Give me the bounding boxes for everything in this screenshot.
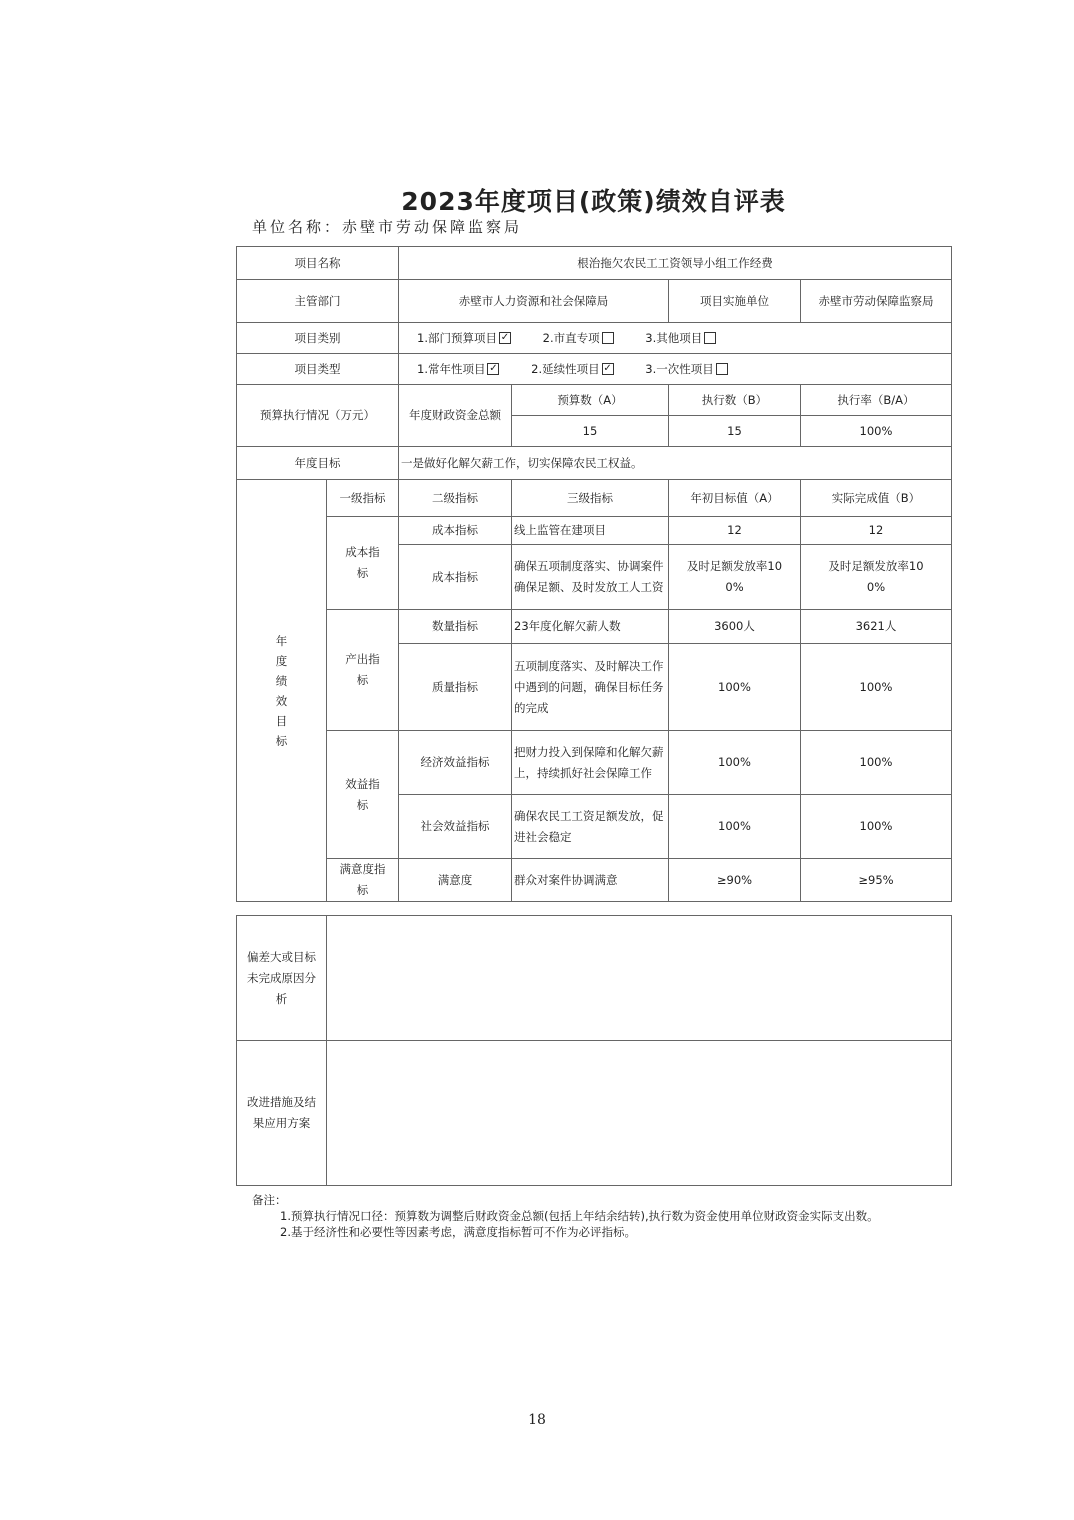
checkbox-icon — [602, 332, 614, 344]
section-label: 年度绩效目标 — [237, 480, 327, 902]
deviation-label: 偏差大或目标未完成原因分析 — [237, 916, 327, 1041]
indicator-level3: 线上监管在建项目 — [512, 517, 669, 545]
budget-label: 预算执行情况（万元） — [237, 385, 399, 447]
indicator-actual: 3621人 — [801, 610, 952, 644]
evaluation-table — [236, 246, 952, 902]
indicator-level2: 社会效益指标 — [399, 795, 512, 859]
project-name: 根治拖欠农民工工资领导小组工作经费 — [399, 247, 952, 280]
type-options — [399, 354, 952, 385]
page-title: 2023年度项目(政策)绩效自评表 — [401, 187, 786, 216]
indicator-level2: 数量指标 — [399, 610, 512, 644]
indicator-level3: 五项制度落实、及时解决工作中遇到的问题，确保目标任务的完成 — [512, 644, 669, 731]
satisfaction-level1: 满意度指标 — [327, 859, 399, 902]
indicator-target: 及时足额发放率100% — [669, 545, 801, 610]
category-label: 项目类别 — [237, 323, 399, 354]
indicator-level2: 经济效益指标 — [399, 731, 512, 795]
checkbox-icon: ✓ — [500, 332, 510, 343]
unit-name: 单位名称：赤壁市劳动保障监察局 — [252, 218, 523, 236]
type-option: 2.延续性项目 ✓ — [531, 361, 612, 376]
header-actual: 实际完成值（B） — [801, 480, 952, 517]
checkbox-icon — [716, 363, 728, 375]
dept-label: 主管部门 — [237, 280, 399, 323]
checkbox-icon — [704, 332, 716, 344]
header-level2: 二级指标 — [399, 480, 512, 517]
indicator-target: 3600人 — [669, 610, 801, 644]
exec-value: 15 — [669, 416, 801, 447]
category-option: 1.部门预算项目 ✓ — [417, 330, 510, 345]
analysis-table — [236, 915, 952, 1186]
indicator-level2: 质量指标 — [399, 644, 512, 731]
category-option: 2.市直专项 — [543, 328, 614, 349]
indicator-level2: 成本指标 — [399, 517, 512, 545]
fund-label: 年度财政资金总额 — [399, 385, 512, 447]
cost-level1: 成本指标 — [327, 517, 399, 610]
indicator-level3: 确保五项制度落实、协调案件确保足额、及时发放工人工资 — [512, 545, 669, 610]
indicator-actual: 及时足额发放率100% — [801, 545, 952, 610]
indicator-level3: 把财力投入到保障和化解欠薪上，持续抓好社会保障工作 — [512, 731, 669, 795]
indicator-actual: 100% — [801, 731, 952, 795]
benefit-level1: 效益指标 — [327, 731, 399, 859]
impl-value: 赤壁市劳动保障监察局 — [801, 280, 952, 323]
indicator-actual: ≥95% — [801, 859, 952, 902]
type-option: 3.一次性项目 — [645, 359, 727, 380]
goal-value: 一是做好化解欠薪工作，切实保障农民工权益。 — [399, 447, 952, 480]
indicator-target: ≥90% — [669, 859, 801, 902]
improve-label: 改进措施及结果应用方案 — [237, 1041, 327, 1186]
budget-value: 15 — [512, 416, 669, 447]
budget-col-header: 预算数（A） — [512, 385, 669, 416]
header-level3: 三级指标 — [512, 480, 669, 517]
output-level1: 产出指标 — [327, 610, 399, 731]
note-1: 1.预算执行情况口径：预算数为调整后财政资金总额(包括上年结余结转),执行数为资金使用单位财政资金实际支出数。 — [280, 1209, 879, 1223]
header-level1: 一级指标 — [327, 480, 399, 517]
indicator-level3: 群众对案件协调满意 — [512, 859, 669, 902]
goal-label: 年度目标 — [237, 447, 399, 480]
indicator-level3: 确保农民工工资足额发放，促进社会稳定 — [512, 795, 669, 859]
indicator-level2: 满意度 — [399, 859, 512, 902]
indicator-target: 12 — [669, 517, 801, 545]
category-options — [399, 323, 952, 354]
indicator-actual: 12 — [801, 517, 952, 545]
page-number: 18 — [528, 1412, 546, 1428]
type-option: 1.常年性项目 ✓ — [417, 361, 498, 376]
dept-value: 赤壁市人力资源和社会保障局 — [399, 280, 669, 323]
note-2: 2.基于经济性和必要性等因素考虑，满意度指标暂可不作为必评指标。 — [280, 1225, 636, 1239]
checkbox-icon: ✓ — [603, 363, 612, 374]
indicator-level3: 23年度化解欠薪人数 — [512, 610, 669, 644]
indicator-target: 100% — [669, 731, 801, 795]
header-target: 年初目标值（A） — [669, 480, 801, 517]
indicator-actual: 100% — [801, 795, 952, 859]
deviation-value — [327, 916, 952, 1041]
rate-value: 100% — [801, 416, 952, 447]
impl-label: 项目实施单位 — [669, 280, 801, 323]
project-name-label: 项目名称 — [237, 247, 399, 280]
category-option: 3.其他项目 — [645, 328, 716, 349]
indicator-level2: 成本指标 — [399, 545, 512, 610]
exec-col-header: 执行数（B） — [669, 385, 801, 416]
notes-heading: 备注： — [252, 1193, 287, 1207]
improve-value — [327, 1041, 952, 1186]
checkbox-icon: ✓ — [489, 363, 498, 374]
type-label: 项目类型 — [237, 354, 399, 385]
indicator-target: 100% — [669, 795, 801, 859]
notes — [252, 1192, 942, 1240]
indicator-target: 100% — [669, 644, 801, 731]
rate-col-header: 执行率（B/A） — [801, 385, 952, 416]
indicator-actual: 100% — [801, 644, 952, 731]
